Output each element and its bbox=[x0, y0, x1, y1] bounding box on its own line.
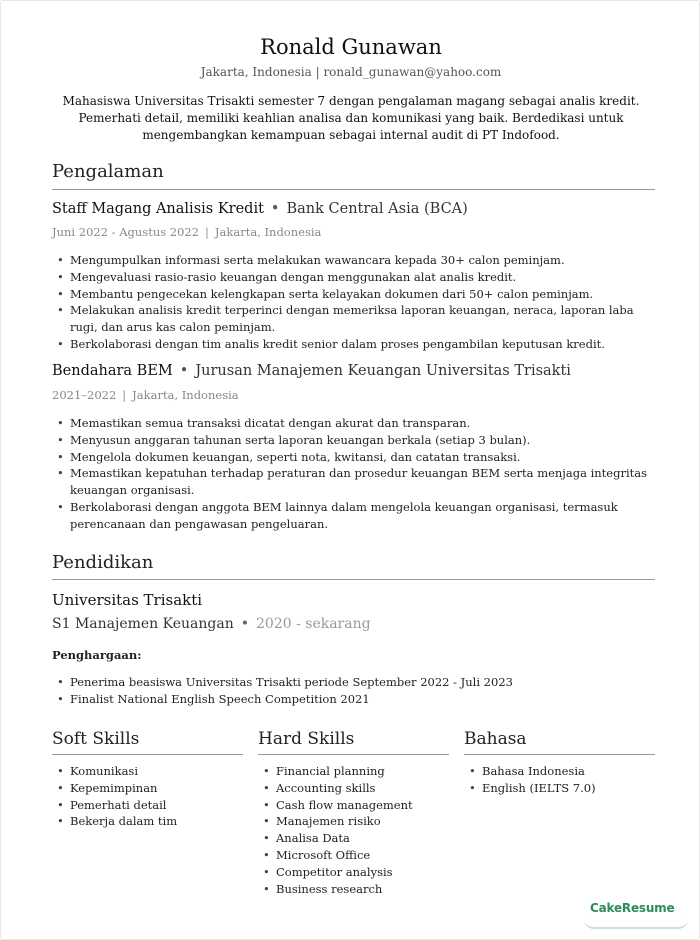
separator-dot: • bbox=[179, 363, 189, 379]
job-2-org: Jurusan Manajemen Keuangan Universitas Trisakti bbox=[195, 363, 571, 379]
list-item: • Mengumpulkan informasi serta melakukan wawancara kepada 30+ calon peminjam. bbox=[52, 252, 652, 269]
job-1-meta bbox=[52, 225, 321, 239]
job-2-role: Bendahara BEM bbox=[52, 363, 173, 379]
languages-list bbox=[464, 763, 655, 797]
list-item: • Membantu pengecekan kelengkapan serta kelayakan dokumen dari 50+ calon peminjam. bbox=[52, 286, 652, 303]
list-item: • Berkolaborasi dengan anggota BEM lainnya dalam mengelola keuangan organisasi, termasuk perencanaan dan pengawasan pengeluaran. bbox=[52, 499, 652, 533]
list-item: • Bahasa Indonesia bbox=[464, 763, 655, 780]
education-heading: Pendidikan bbox=[52, 552, 154, 573]
job-1-role: Staff Magang Analisis Kredit bbox=[52, 201, 264, 217]
cakeresume-watermark bbox=[590, 901, 674, 915]
list-item: • Analisa Data bbox=[258, 830, 449, 847]
list-item: • Financial planning bbox=[258, 763, 449, 780]
list-item: • Business research bbox=[258, 881, 449, 898]
job-1-org: Bank Central Asia (BCA) bbox=[286, 201, 468, 217]
list-item: • Finalist National English Speech Competition 2021 bbox=[52, 691, 652, 708]
candidate-name: Ronald Gunawan bbox=[260, 35, 442, 59]
list-item: • Menyusun anggaran tahunan serta laporan keuangan berkala (setiap 3 bulan). bbox=[52, 432, 652, 449]
job-2-title bbox=[52, 363, 571, 379]
awards-list bbox=[52, 674, 652, 708]
list-item: • Competitor analysis bbox=[258, 864, 449, 881]
list-item: • Komunikasi bbox=[52, 763, 243, 780]
contact-line: Jakarta, Indonesia | ronald_gunawan@yahoo.com bbox=[200, 65, 502, 79]
soft-skills-heading: Soft Skills bbox=[52, 729, 140, 749]
list-item: • Memastikan semua transaksi dicatat dengan akurat dan transparan. bbox=[52, 415, 652, 432]
separator-dot: • bbox=[240, 616, 249, 632]
list-item: • Mengevaluasi rasio-rasio keuangan dengan menggunakan alat analis kredit. bbox=[52, 269, 652, 286]
watermark-text: CakeResume bbox=[590, 901, 675, 915]
soft-skills-rule bbox=[52, 754, 243, 755]
languages-rule bbox=[464, 754, 655, 755]
separator-bar: | bbox=[205, 225, 209, 239]
list-item: • Melakukan analisis kredit terperinci dengan memeriksa laporan keuangan, neraca, laporan laba rugi, dan arus kas calon peminjam. bbox=[52, 302, 652, 336]
list-item: • Microsoft Office bbox=[258, 847, 449, 864]
experience-heading: Pengalaman bbox=[52, 161, 164, 182]
watermark-swoosh bbox=[584, 919, 688, 929]
job-2-period: 2021–2022 bbox=[52, 388, 117, 402]
job-1-period: Juni 2022 - Agustus 2022 bbox=[52, 225, 200, 239]
list-item: • Bekerja dalam tim bbox=[52, 813, 243, 830]
degree-years: 2020 - sekarang bbox=[256, 616, 371, 632]
awards-label: Penghargaan: bbox=[52, 648, 142, 662]
list-item: • Penerima beasiswa Universitas Trisakti periode September 2022 - Juli 2023 bbox=[52, 674, 652, 691]
job-2-meta bbox=[52, 388, 239, 402]
list-item: • Mengelola dokumen keuangan, seperti nota, kwitansi, dan catatan transaksi. bbox=[52, 449, 652, 466]
job-2-location: Jakarta, Indonesia bbox=[132, 388, 239, 402]
separator-dot: • bbox=[270, 201, 280, 217]
languages-heading: Bahasa bbox=[464, 729, 527, 749]
job-1-bullets bbox=[52, 252, 652, 353]
hard-skills-list bbox=[258, 763, 449, 897]
separator-bar: | bbox=[122, 388, 127, 402]
degree-name: S1 Manajemen Keuangan bbox=[52, 616, 234, 632]
list-item: • Memastikan kepatuhan terhadap peraturan dan prosedur keuangan BEM serta menjaga integritas keuangan organisasi. bbox=[52, 465, 652, 499]
job-1-location: Jakarta, Indonesia bbox=[214, 225, 322, 239]
list-item: • Manajemen risiko bbox=[258, 813, 449, 830]
list-item: • Accounting skills bbox=[258, 780, 449, 797]
experience-rule bbox=[52, 189, 655, 190]
degree-line bbox=[52, 616, 371, 632]
list-item: • Berkolaborasi dengan tim analis kredit senior dalam proses pengambilan keputusan kredit. bbox=[52, 336, 652, 353]
soft-skills-list bbox=[52, 763, 243, 830]
list-item: • Kepemimpinan bbox=[52, 780, 243, 797]
job-2-bullets bbox=[52, 415, 652, 533]
list-item: • English (IELTS 7.0) bbox=[464, 780, 655, 797]
list-item: • Pemerhati detail bbox=[52, 797, 243, 814]
hard-skills-rule bbox=[258, 754, 449, 755]
hard-skills-heading: Hard Skills bbox=[258, 729, 355, 749]
education-rule bbox=[52, 579, 655, 580]
summary-text: Mahasiswa Universitas Trisakti semester 7 dengan pengalaman magang sebagai analis kredit. Pemerhati detail, memiliki keahlian analisa dan komunikasi yang baik. Berdedikasi untuk mengembangkan kemampuan sebagai internal audit di PT Indofood. bbox=[62, 94, 640, 142]
job-1-title bbox=[52, 201, 468, 217]
school-name: Universitas Trisakti bbox=[52, 591, 203, 609]
list-item: • Cash flow management bbox=[258, 797, 449, 814]
